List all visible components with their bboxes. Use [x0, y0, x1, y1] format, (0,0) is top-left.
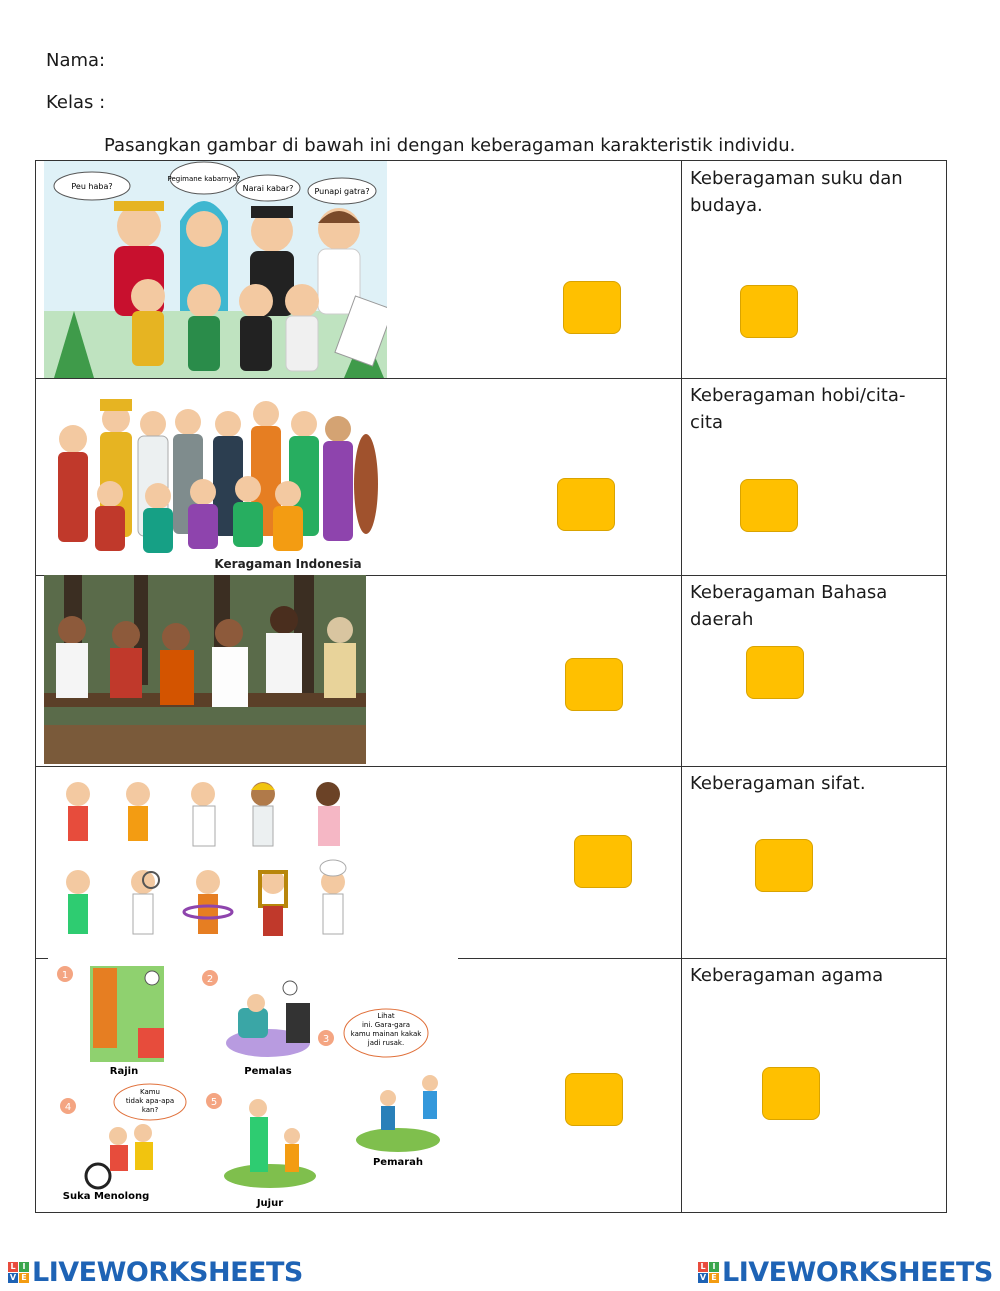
trait-number: 3: [322, 1034, 330, 1045]
brand-name: LIVEWORKSHEETS: [32, 1256, 303, 1288]
character-traits-illustration: [48, 958, 458, 1210]
ethnic-family-illustration: [44, 161, 387, 378]
table-row: [36, 378, 946, 575]
answer-slot-left[interactable]: [557, 478, 615, 531]
category-label: Keberagaman hobi/cita-cita: [690, 385, 906, 433]
answer-slot-right[interactable]: [755, 839, 813, 892]
category-label: Keberagaman suku dan budaya.: [690, 168, 903, 216]
trait-number: 1: [61, 970, 69, 981]
category-label: Keberagaman agama: [690, 965, 884, 986]
answer-slot-right[interactable]: [762, 1067, 820, 1120]
brand-logo-left: [8, 1255, 303, 1289]
bubble-line: Lihat: [377, 1012, 395, 1020]
answer-slot-right[interactable]: [740, 479, 798, 532]
bubble-line: tidak apa-apa: [125, 1097, 175, 1105]
logo-tiles-icon: L I V E: [8, 1262, 29, 1283]
class-label: Kelas :: [46, 92, 106, 113]
name-label: Nama:: [46, 50, 106, 71]
category-label: Keberagaman Bahasa daerah: [690, 582, 888, 630]
bubble-line: Kamu: [139, 1088, 161, 1096]
trait-label: Pemalas: [244, 1066, 292, 1077]
answer-slot-right[interactable]: [740, 285, 798, 338]
brand-logo-right: [698, 1255, 993, 1289]
trait-label: Suka Menolong: [62, 1191, 150, 1202]
table-row: [36, 766, 946, 958]
table-row: [36, 958, 946, 1212]
bubble-line: ini. Gara-gara: [361, 1021, 411, 1029]
image-caption: Keragaman Indonesia: [214, 557, 362, 571]
brand-name: LIVEWORKSHEETS: [722, 1256, 993, 1288]
logo-tiles-icon: L I V E: [698, 1262, 719, 1283]
trait-number: 2: [206, 974, 214, 985]
bubble-line: kan?: [141, 1106, 159, 1114]
matching-table: [35, 160, 947, 1213]
trait-number: 4: [64, 1102, 72, 1113]
professions-illustration: [48, 772, 368, 954]
table-row: [36, 575, 946, 766]
traditional-costumes-illustration: [48, 384, 378, 572]
speech-bubble-4: Punapi gatra?: [314, 187, 370, 196]
answer-slot-left[interactable]: [565, 1073, 623, 1126]
answer-slot-left[interactable]: [574, 835, 632, 888]
category-label: Keberagaman sifat.: [690, 773, 866, 794]
answer-slot-left[interactable]: [565, 658, 623, 711]
bubble-line: kamu mainan kakak: [350, 1030, 422, 1038]
bubble-line: jadi rusak.: [367, 1039, 405, 1047]
speech-bubble-2: Pegimane kabarnye?: [167, 175, 241, 183]
speech-bubble-1: Peu haba?: [71, 182, 113, 191]
trait-label: Rajin: [109, 1066, 139, 1077]
answer-slot-left[interactable]: [563, 281, 621, 334]
trait-label: Pemarah: [372, 1157, 424, 1168]
children-photo: [44, 575, 366, 764]
table-row: [36, 161, 946, 378]
trait-label: Jujur: [256, 1198, 284, 1209]
answer-slot-right[interactable]: [746, 646, 804, 699]
speech-bubble-3: Narai kabar?: [242, 184, 294, 193]
trait-number: 5: [210, 1097, 218, 1108]
instruction-text: Pasangkan gambar di bawah ini dengan keberagaman karakteristik individu.: [104, 135, 796, 156]
